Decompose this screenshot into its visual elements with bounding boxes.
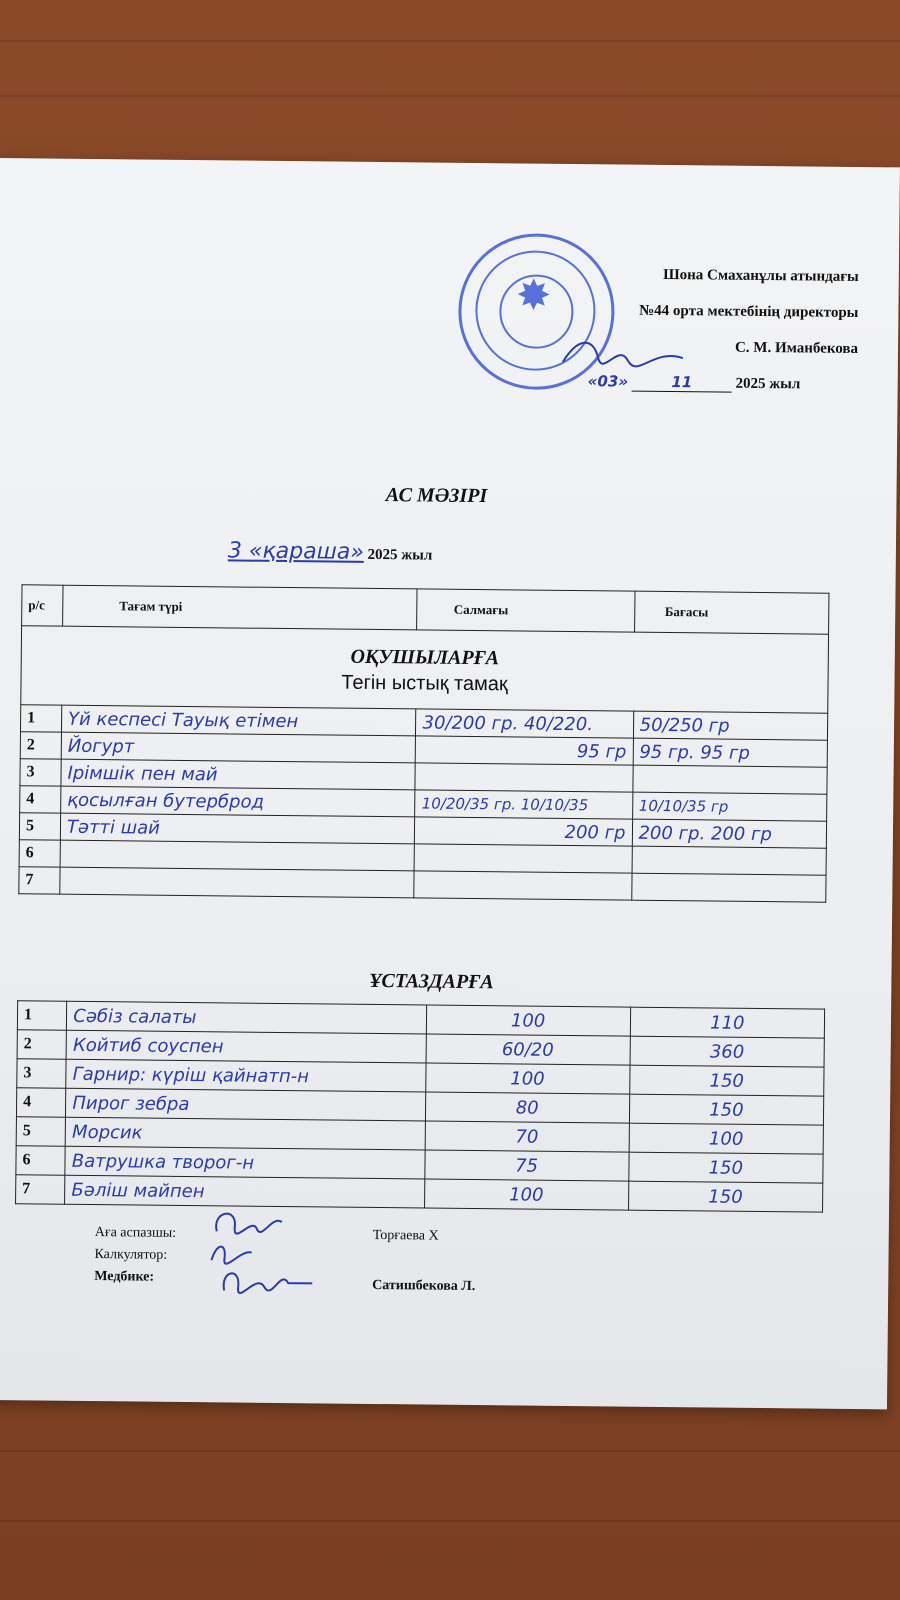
wood-grain (0, 1520, 900, 1522)
table-row: 5 Морсик 70 100 (16, 1117, 823, 1154)
table-row: 1 Сәбіз салаты 100 110 (17, 1001, 824, 1038)
table-row: 3 Гарнир: күріш қайнатп-н 100 150 (17, 1059, 824, 1096)
table-row: 7 Бәліш майпен 100 150 (16, 1175, 823, 1212)
page-title: АС МӘЗІРІ (385, 484, 488, 508)
chef-signature (207, 1206, 287, 1243)
students-table (18, 584, 829, 902)
col-num-header: р/с (22, 585, 63, 626)
medic-signature (216, 1262, 316, 1299)
teachers-table (15, 1000, 825, 1212)
wood-grain (0, 1450, 900, 1452)
menu-date-year: 2025 жыл (367, 546, 433, 564)
col-food-header: Тағам түрі (63, 585, 418, 630)
menu-date (228, 538, 433, 565)
table-row: 6 (19, 840, 826, 875)
emblem-icon: ✸ (515, 273, 552, 320)
table-row: 5 Тәтті шай 200 гр 200 гр. 200 гр (19, 813, 826, 848)
menu-date-handwritten: 3 «қараша» (227, 538, 365, 565)
table-row: 4 Пирог зебра 80 150 (16, 1088, 823, 1125)
students-subtitle: Тегін ыстық тамақ (341, 671, 508, 696)
chef-name: Торғаева Х (372, 1227, 439, 1244)
col-price-header: Бағасы (634, 591, 829, 634)
students-title: ОҚУШЫЛАРҒА (350, 645, 500, 670)
calculator-label: Калкулятор: (94, 1247, 168, 1263)
table-row: 4 қосылған бутерброд 10/20/35 гр. 10/10/35 10/10/35 гр (20, 786, 827, 821)
teachers-title: ҰСТАЗДАРҒА (369, 969, 494, 994)
wood-grain (0, 95, 900, 97)
approval-date (588, 372, 801, 393)
director-signature (558, 332, 688, 373)
table-row: 7 (19, 867, 826, 902)
students-section-row (21, 626, 829, 713)
table-row: 3 Ірімшік пен май (20, 759, 827, 794)
director-line: №44 орта мектебінің директоры (639, 302, 859, 321)
menu-sheet (0, 158, 900, 1409)
school-line: Шона Смаханұлы атындағы (663, 266, 859, 285)
approval-day: «03» (587, 372, 629, 391)
table-row: 1 Үй кеспесі Тауық етімен 30/200 гр. 40/220. 50/250 гр (20, 705, 827, 740)
approval-year: 2025 жыл (735, 375, 801, 393)
table-row: 2 Койтиб соуспен 60/20 360 (17, 1030, 824, 1067)
approval-month: 11 (632, 373, 732, 393)
wood-grain (0, 40, 900, 42)
table-row: 6 Ватрушка творог-н 75 150 (16, 1146, 823, 1183)
chef-label: Аға аспазшы: (94, 1225, 177, 1241)
medic-label: Медбике: (94, 1269, 155, 1285)
table-row: 2 Йогурт 95 гр 95 гр. 95 гр (20, 732, 827, 767)
director-name: С. М. Иманбекова (734, 339, 859, 357)
col-weight-header: Салмағы (417, 589, 635, 632)
medic-name: Сатишбекова Л. (372, 1277, 476, 1295)
